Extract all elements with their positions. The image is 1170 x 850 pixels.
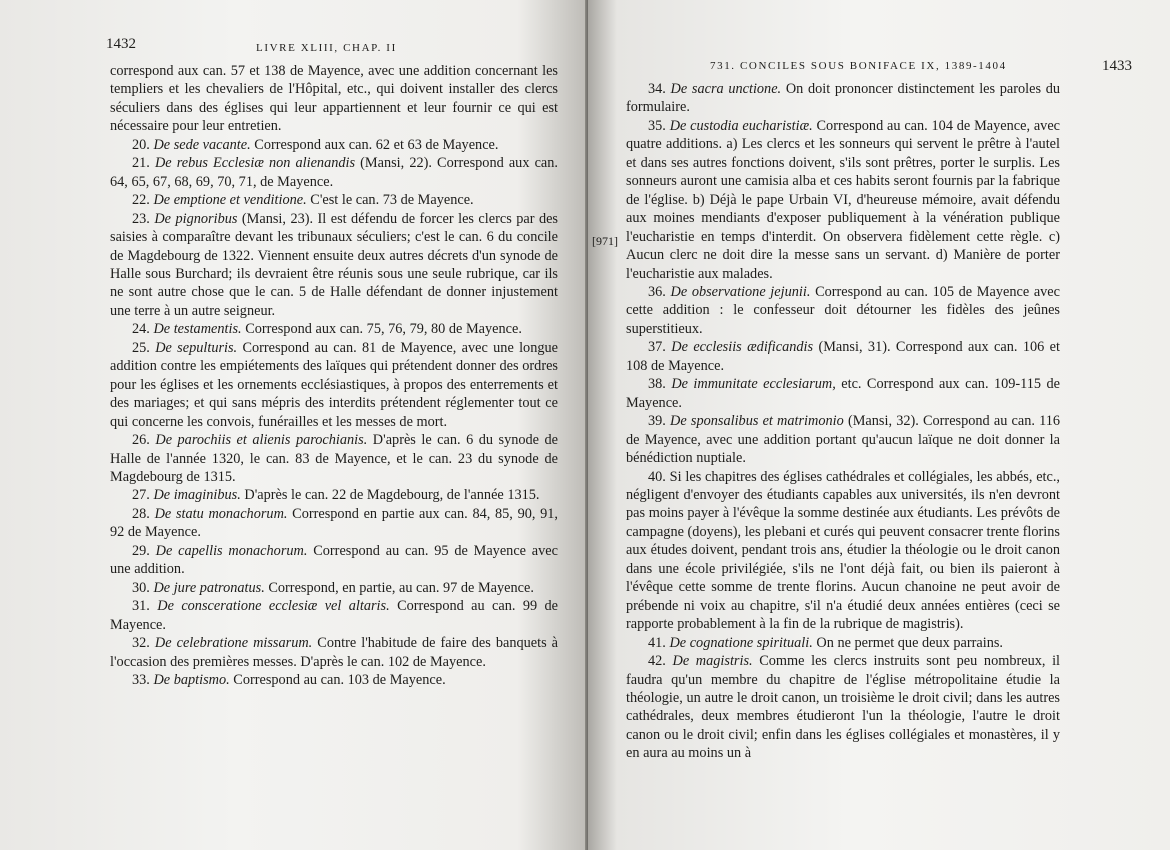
- paragraph: [626, 468, 1060, 634]
- paragraph-text: D'après le can. 22 de Magdebourg, de l'année 1315.: [244, 487, 540, 504]
- paragraph-title: De rebus Ecclesiæ non alienandis: [154, 155, 356, 172]
- paragraph-number: 21.: [132, 155, 150, 172]
- paragraph-title: De sepulturis.: [155, 339, 238, 356]
- paragraph-title: De celebratione missarum.: [154, 635, 313, 652]
- paragraph-title: De jure patronatus.: [153, 579, 265, 596]
- paragraph-title: De parochiis et alienis parochianis.: [155, 432, 368, 449]
- paragraph: [110, 579, 558, 597]
- paragraph-number: 29.: [132, 542, 150, 559]
- paragraph: [110, 191, 558, 209]
- left-body-text: [110, 62, 558, 689]
- paragraph: [110, 542, 558, 579]
- right-page: [588, 0, 1170, 850]
- paragraph-number: 30.: [132, 579, 150, 596]
- paragraph-title: De testamentis.: [153, 321, 242, 338]
- paragraph-text: Comme les clercs instruits sont peu nombreux, il faudra qu'un membre du chapitre de l'église métropolitaine étudie la théologie, un autre le droit canon, un troisième le droit civil; dans les autres cathédrales, deux membres étudieront l'un la théologie, l'autre le droit canon ou le droit civil; enfin dans les églises collégiales et monastères, il y en aura au moins un à: [626, 653, 1061, 762]
- paragraph-text: (Mansi, 31). Correspond aux can. 106 et 108 de Mayence.: [626, 339, 1060, 374]
- paragraph-text: Correspond, en partie, au can. 97 de Mayence.: [268, 579, 534, 596]
- paragraph-title: De consceratione ecclesiæ vel altaris.: [157, 598, 390, 615]
- paragraph: [110, 431, 558, 486]
- paragraph-text: Correspond aux can. 75, 76, 79, 80 de Mayence.: [245, 321, 522, 338]
- paragraph-title: De ecclesiis ædificandis: [671, 339, 814, 356]
- paragraph: [110, 154, 558, 191]
- paragraph-title: De custodia eucharistiæ.: [669, 117, 813, 134]
- paragraph-number: 31.: [132, 598, 150, 615]
- paragraph-text: (Mansi, 32). Correspond au can. 116 de Mayence, avec une addition portant qu'aucun laïque ne doit donner la bénédiction nuptiale.: [626, 413, 1061, 467]
- paragraph: [626, 375, 1060, 412]
- paragraph-text: Correspond au can. 105 de Mayence avec cette addition : le confesseur doit détourner les fidèles des jeûnes superstitieux.: [626, 283, 1060, 337]
- paragraph-number: 24.: [132, 321, 150, 338]
- paragraph-number: 41.: [648, 634, 666, 651]
- paragraph-number: 22.: [132, 192, 150, 209]
- paragraph-text: etc. Correspond aux can. 109-115 de Mayence.: [626, 376, 1060, 411]
- paragraph-number: 20.: [132, 136, 150, 153]
- right-running-title: 731. CONCILES SOUS BONIFACE IX, 1389-1404: [710, 60, 1007, 72]
- paragraph-text: (Mansi, 23). Il est défendu de forcer les clercs par des saisies à comparaître devant les tribunaux séculiers; c'est le can. 6 du concile de Magdebourg de 1322. Viennent ensuite deux autres décrets d'un synode de Halle sous Burchard; ils devraient être réunis sous une seule rubrique, car ils ne sont autre chose que le can. 5 de Halle défendant de donner injustement une terre à un autre seigneur.: [110, 210, 558, 319]
- right-running-head: [626, 54, 1132, 80]
- paragraph: [626, 283, 1060, 338]
- paragraph: [626, 412, 1060, 467]
- paragraph-title: De statu monachorum.: [154, 505, 288, 522]
- paragraph: [110, 597, 558, 634]
- paragraph-number: 39.: [648, 413, 666, 430]
- paragraph: [110, 634, 558, 671]
- paragraph: [626, 652, 1060, 763]
- paragraph-number: 33.: [132, 671, 150, 688]
- margin-reference-note: [971]: [592, 234, 618, 248]
- paragraph-number: 36.: [648, 283, 666, 300]
- paragraph-number: 32.: [132, 635, 150, 652]
- paragraph: [110, 210, 558, 321]
- paragraph: [110, 62, 558, 136]
- paragraph-title: De imaginibus.: [153, 487, 241, 504]
- paragraph-number: 23.: [132, 210, 150, 227]
- right-page-number: 1433: [1102, 58, 1132, 74]
- paragraph-text: Correspond au can. 81 de Mayence, avec une longue addition contre les empiétements des laïques qui prétendent donner des ordres pour les églises et les ornements ecclésiastiques, à propos des enterrements et des mariages; et qui sans mépris des interdits prétendent réglementer tout ce qui concerne les convois, funérailles et les messes de mort.: [110, 339, 559, 430]
- paragraph-text: D'après le can. 6 du synode de Halle de l'année 1320, le can. 83 de Mayence, et le can. 23 du synode de Magdebourg de 1315.: [110, 432, 558, 485]
- paragraph-text: correspond aux can. 57 et 138 de Mayence, avec une addition concernant les templiers et les chevaliers de l'Hôpital, etc., qui doivent installer des clercs séculiers dans des églises qui leur appartiennent et leur fournir ce qui est nécessaire pour leur entretien.: [110, 63, 558, 135]
- paragraph-title: De cognatione spirituali.: [669, 634, 813, 651]
- paragraph-number: 26.: [132, 432, 150, 449]
- paragraph-number: 42.: [648, 653, 666, 670]
- paragraph-number: 37.: [648, 339, 666, 356]
- right-body-text: [626, 80, 1060, 763]
- paragraph-title: De capellis monachorum.: [155, 542, 308, 559]
- paragraph-title: De baptismo.: [153, 671, 230, 688]
- paragraph: [110, 320, 558, 338]
- paragraph-text: Contre l'habitude de faire des banquets à l'occasion des premières messes. D'après le can. 102 de Mayence.: [110, 635, 559, 670]
- left-running-head: [106, 36, 564, 62]
- paragraph: [626, 117, 1060, 283]
- paragraph-text: Si les chapitres des églises cathédrales et collégiales, les abbés, etc., négligent d'envoyer des étudiants capables aux universités, ils n'en devront pas moins payer à l'évêque la somme destinée aux étudiants. Les prévôts de campagne (doyens), les plebani et curés qui peuvent consacrer trente florins aux études doivent, pendant trois ans, étudier la théologie ou le droit canon dans une école privilégiée, s'ils ne l'ont déjà fait, ou bien ils paieront à l'évêque cette somme de trente florins. Aucun chanoine ne peut avoir de prébende ni voix au chapitre, s'il n'a étudié deux années entières (ceci se rapporte probablement à la fin de la rubrique de magistris).: [626, 468, 1061, 633]
- left-running-title: LIVRE XLIII, CHAP. II: [256, 42, 397, 54]
- paragraph-number: 25.: [132, 339, 150, 356]
- paragraph-text: Correspond au can. 104 de Mayence, avec quatre additions. a) Les clercs et les sonneurs qui servent le prêtre à l'autel et dans ses autres fonctions doivent, s'ils sont prêtres, porter le surplis. Les sonneurs auront une camisia alba et ces habits seront fournis par la fabrique de l'église. b) Déjà le pape Urbain VI, d'heureuse mémoire, avait défendu aux moines mendiants d'exposer publiquement à la vénération publique l'eucharistie en temps d'interdit. On observera fidèlement cette règle. c) Aucun clerc ne doit dire la messe sans un servant. d) Manière de porter l'eucharistie aux malades.: [626, 117, 1061, 282]
- paragraph-title: De sponsalibus et matrimonio: [670, 413, 844, 430]
- paragraph-text: On doit prononcer distinctement les paroles du formulaire.: [626, 81, 1060, 116]
- paragraph-text: C'est le can. 73 de Mayence.: [310, 192, 474, 209]
- paragraph-title: De sede vacante.: [153, 136, 251, 153]
- paragraph-text: On ne permet que deux parrains.: [816, 634, 1003, 651]
- paragraph-number: 35.: [648, 117, 666, 134]
- paragraph-number: 38.: [648, 376, 666, 393]
- paragraph: [110, 486, 558, 504]
- paragraph-title: De pignoribus: [154, 210, 238, 227]
- paragraph-number: 28.: [132, 505, 150, 522]
- paragraph-number: 40.: [648, 468, 666, 485]
- paragraph-title: De observatione jejunii.: [670, 283, 811, 300]
- paragraph-text: (Mansi, 22). Correspond aux can. 64, 65, 67, 68, 69, 70, 71, de Mayence.: [110, 155, 558, 190]
- paragraph-title: De immunitate ecclesiarum,: [671, 376, 836, 393]
- paragraph-title: De magistris.: [672, 653, 753, 670]
- paragraph-number: 34.: [648, 81, 666, 97]
- paragraph-number: 27.: [132, 487, 150, 504]
- paragraph-title: De sacra unctione.: [670, 81, 782, 97]
- paragraph: [626, 338, 1060, 375]
- paragraph: [110, 505, 558, 542]
- paragraph: [110, 136, 558, 154]
- paragraph-text: Correspond en partie aux can. 84, 85, 90, 91, 92 de Mayence.: [110, 505, 559, 541]
- paragraph-text: Correspond au can. 95 de Mayence avec une addition.: [110, 542, 558, 578]
- paragraph-text: Correspond au can. 103 de Mayence.: [233, 671, 446, 688]
- paragraph: [626, 634, 1060, 652]
- paragraph: [626, 80, 1060, 117]
- left-page-number: 1432: [106, 36, 136, 52]
- paragraph: [110, 671, 558, 689]
- paragraph-title: De emptione et venditione.: [153, 192, 307, 209]
- paragraph-text: Correspond au can. 99 de Mayence.: [110, 598, 558, 633]
- paragraph-text: Correspond aux can. 62 et 63 de Mayence.: [254, 136, 499, 153]
- paragraph: [110, 339, 558, 431]
